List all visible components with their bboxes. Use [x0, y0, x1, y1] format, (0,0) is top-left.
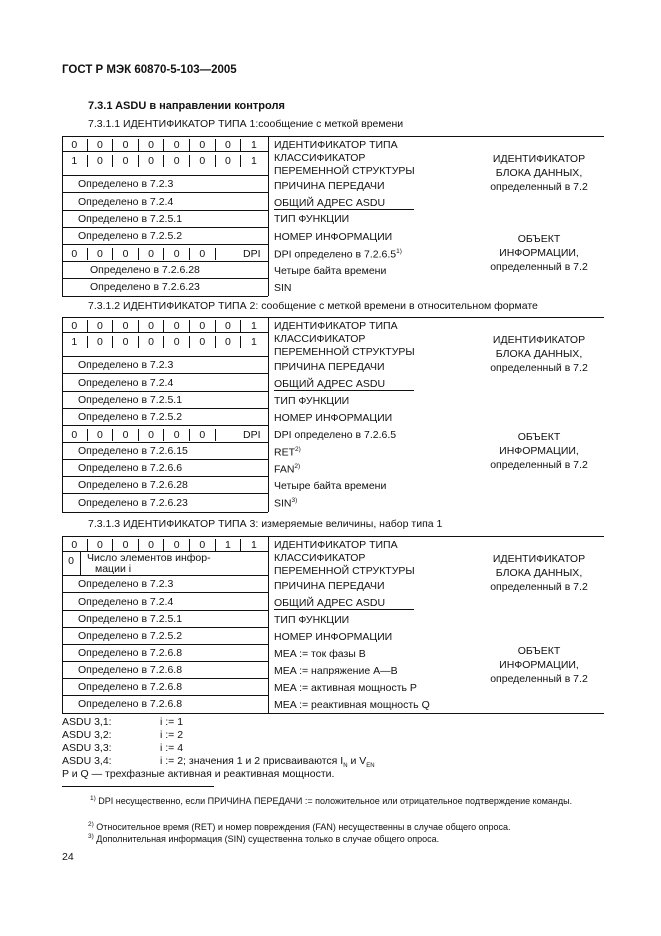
bit: 1 — [251, 155, 257, 167]
field-label: DPI определено в 7.2.6.5$^{1)}$ — [274, 248, 402, 261]
field-label: SIN$^{3)}$ — [274, 497, 298, 510]
bit: 0 — [113, 320, 139, 332]
bit: 0 — [113, 248, 139, 260]
field-label: MEA := реактивная мощность Q — [274, 699, 430, 711]
table-cell: Определено в 7.2.6.8 — [62, 645, 268, 662]
bit: 0 — [216, 320, 242, 332]
field-label: НОМЕР ИНФОРМАЦИИ — [274, 631, 393, 643]
bit: 0 — [113, 139, 139, 151]
number-of-elements-label: Число элементов инфор- — [87, 552, 211, 564]
bit: 0 — [139, 139, 165, 151]
asdu-type3-table — [62, 536, 604, 713]
bit: 0 — [139, 155, 165, 167]
asdu-type1-table — [62, 136, 604, 296]
table-cell: Определено в 7.2.3 — [62, 357, 268, 374]
bit: DPI — [243, 248, 261, 260]
bit: 0 — [88, 429, 114, 441]
table-cell: Определено в 7.2.3 — [62, 576, 268, 593]
information-object-note: ОБЪЕКТ ИНФОРМАЦИИ, определенный в 7.2 — [490, 431, 588, 471]
bit: 1 — [216, 539, 242, 551]
number-of-elements-label: мации i — [95, 563, 132, 575]
bit: 0 — [164, 248, 190, 260]
bit: 0 — [88, 539, 114, 551]
bit: 0 — [164, 429, 190, 441]
field-label: ОБЩИЙ АДРЕС ASDU — [274, 197, 414, 210]
bit: 0 — [216, 336, 242, 348]
bit: 0 — [164, 155, 190, 167]
field-label: ТИП ФУНКЦИИ — [274, 213, 350, 225]
field-label: Четыре байта времени — [274, 480, 387, 492]
table-cell: Определено в 7.2.4 — [62, 193, 268, 211]
pq-note: P и Q — трехфазные активная и реактивная мощности. — [62, 768, 335, 780]
bit: 0 — [113, 429, 139, 441]
information-object-note: ОБЪЕКТ ИНФОРМАЦИИ, определенный в 7.2 — [490, 645, 588, 685]
field-label: DPI определено в 7.2.6.5 — [274, 429, 397, 441]
bit: 0 — [88, 336, 114, 348]
bit: 1 — [251, 336, 257, 348]
field-label: ПРИЧИНА ПЕРЕДАЧИ — [274, 580, 385, 592]
field-label: MEA := активная мощность P — [274, 682, 417, 694]
field-label: MEA := напряжение A—B — [274, 665, 398, 677]
bit: 0 — [139, 336, 165, 348]
bit: 0 — [190, 336, 216, 348]
bit: 0 — [62, 539, 88, 551]
block3-caption: 7.3.1.3 ИДЕНТИФИКАТОР ТИПА 3: измеряемые величины, набор типа 1 — [88, 518, 443, 530]
section-title: 7.3.1 ASDU в направлении контроля — [88, 100, 285, 112]
bit: 0 — [164, 539, 190, 551]
field-label: FAN$^{2)}$ — [274, 463, 301, 476]
data-unit-identifier-note: ИДЕНТИФИКАТОР БЛОКА ДАННЫХ, определенный в 7.2 — [490, 334, 588, 374]
bit: 0 — [190, 139, 216, 151]
table-cell: Определено в 7.2.6.23 — [78, 497, 188, 509]
bit: 0 — [164, 336, 190, 348]
field-label: ПЕРЕМЕННОЙ СТРУКТУРЫ — [274, 565, 415, 577]
field-label: НОМЕР ИНФОРМАЦИИ — [274, 231, 393, 243]
field-label: ОБЩИЙ АДРЕС ASDU — [274, 378, 414, 391]
information-object-note: ОБЪЕКТ ИНФОРМАЦИИ, определенный в 7.2 — [490, 233, 588, 273]
bit: 0 — [139, 320, 165, 332]
document-header: ГОСТ Р МЭК 60870-5-103—2005 — [62, 64, 237, 76]
table-cell: Определено в 7.2.4 — [62, 593, 268, 611]
table-cell: Определено в 7.2.6.8 — [62, 679, 268, 696]
bit: 0 — [139, 248, 165, 260]
table-cell: Определено в 7.2.5.2 — [62, 409, 268, 426]
bit: 0 — [164, 139, 190, 151]
table-cell: Определено в 7.2.6.6 — [62, 460, 268, 477]
field-label: ОБЩИЙ АДРЕС ASDU — [274, 597, 414, 610]
bit: 0 — [139, 539, 165, 551]
bit: 0 — [88, 320, 114, 332]
footnote-3: $^{3)}$ Дополнительная информация (SIN) существенна только в случае общего опроса. — [88, 833, 440, 844]
bit: 0 — [190, 155, 216, 167]
bit: 0 — [62, 139, 88, 151]
table-cell: Определено в 7.2.6.28 — [62, 262, 268, 279]
field-label: КЛАССИФИКАТОР — [274, 152, 366, 164]
bit: 0 — [62, 320, 88, 332]
bit: 1 — [251, 539, 257, 551]
footnote-divider — [62, 786, 214, 787]
field-label: ТИП ФУНКЦИИ — [274, 395, 350, 407]
bit: DPI — [243, 429, 261, 441]
block2-caption: 7.3.1.2 ИДЕНТИФИКАТОР ТИПА 2: сообщение с меткой времени в относительном формате — [88, 300, 538, 312]
bit: 0 — [190, 320, 216, 332]
table-cell: Определено в 7.2.6.23 — [90, 281, 200, 293]
table-cell: Определено в 7.2.6.8 — [78, 698, 183, 710]
field-label: ИДЕНТИФИКАТОР ТИПА — [274, 539, 398, 551]
bit: 0 — [113, 336, 139, 348]
number-of-elements-row — [62, 552, 268, 576]
bit: 1 — [251, 139, 257, 151]
field-label: ПРИЧИНА ПЕРЕДАЧИ — [274, 180, 385, 192]
table-cell: Определено в 7.2.5.1 — [62, 611, 268, 628]
bit: 0 — [190, 539, 216, 551]
asdu-type2-table — [62, 317, 604, 512]
field-label: SIN — [274, 282, 292, 294]
field-label: ПЕРЕМЕННОЙ СТРУКТУРЫ — [274, 165, 415, 177]
data-unit-identifier-note: ИДЕНТИФИКАТОР БЛОКА ДАННЫХ, определенный в 7.2 — [490, 553, 588, 593]
block1-caption: 7.3.1.1 ИДЕНТИФИКАТОР ТИПА 1:сообщение с меткой времени — [88, 118, 404, 130]
footnote-2: $^{2)}$ Относительное время (RET) и номер повреждения (FAN) несущественны в случае общего опроса. — [88, 821, 511, 832]
bit: 1 — [251, 320, 257, 332]
field-label: ИДЕНТИФИКАТОР ТИПА — [274, 320, 398, 332]
bit: 1 — [62, 155, 88, 167]
bit: 0 — [62, 429, 88, 441]
bit: 0 — [62, 552, 81, 575]
bit: 0 — [113, 539, 139, 551]
field-label: RET$^{2)}$ — [274, 446, 301, 459]
table-cell: Определено в 7.2.3 — [62, 176, 268, 193]
bit: 0 — [88, 139, 114, 151]
bit: 0 — [62, 248, 88, 260]
field-label: ПЕРЕМЕННОЙ СТРУКТУРЫ — [274, 346, 415, 358]
page-number: 24 — [62, 851, 74, 863]
field-label: MEA := ток фазы B — [274, 648, 366, 660]
field-label: ИДЕНТИФИКАТОР ТИПА — [274, 139, 398, 151]
table-cell: Определено в 7.2.4 — [62, 374, 268, 392]
table-cell: Определено в 7.2.5.2 — [62, 628, 268, 645]
field-label: НОМЕР ИНФОРМАЦИИ — [274, 412, 393, 424]
table-cell: Определено в 7.2.5.1 — [62, 211, 268, 228]
table-cell: Определено в 7.2.5.1 — [62, 392, 268, 409]
table-cell: Определено в 7.2.6.8 — [62, 662, 268, 679]
bit: 0 — [216, 155, 242, 167]
bit: 0 — [139, 429, 165, 441]
field-label: ПРИЧИНА ПЕРЕДАЧИ — [274, 361, 385, 373]
field-label: ТИП ФУНКЦИИ — [274, 614, 350, 626]
table-cell: Определено в 7.2.6.15 — [62, 443, 268, 460]
bit: 0 — [190, 248, 216, 260]
bit: 0 — [88, 248, 114, 260]
field-label: КЛАССИФИКАТОР — [274, 333, 366, 345]
bit: 1 — [62, 336, 88, 348]
bit: 0 — [216, 139, 242, 151]
footnote-1: $^{1)}$ DPI несущественно, если ПРИЧИНА ПЕРЕДАЧИ := положительное или отрицательное подтверждение команды. — [90, 795, 573, 806]
bit: 0 — [190, 429, 216, 441]
table-cell: Определено в 7.2.5.2 — [62, 228, 268, 245]
bit: 0 — [88, 155, 114, 167]
field-label: Четыре байта времени — [274, 265, 387, 277]
table-cell: Определено в 7.2.6.28 — [62, 477, 268, 494]
data-unit-identifier-note: ИДЕНТИФИКАТОР БЛОКА ДАННЫХ, определенный в 7.2 — [490, 153, 588, 193]
bit: 0 — [113, 155, 139, 167]
field-label: КЛАССИФИКАТОР — [274, 552, 366, 564]
asdu-notes: ASDU 3,1: i := 1 ASDU 3,2: i := 2 ASDU 3,3: i := 4 ASDU 3,4: i := 2; значения 1 и 2 присваиваются $I_N$ и $V_{EN}$ P и Q — трехфазные активная и реактивная мощности. — [62, 716, 375, 780]
bit: 0 — [164, 320, 190, 332]
